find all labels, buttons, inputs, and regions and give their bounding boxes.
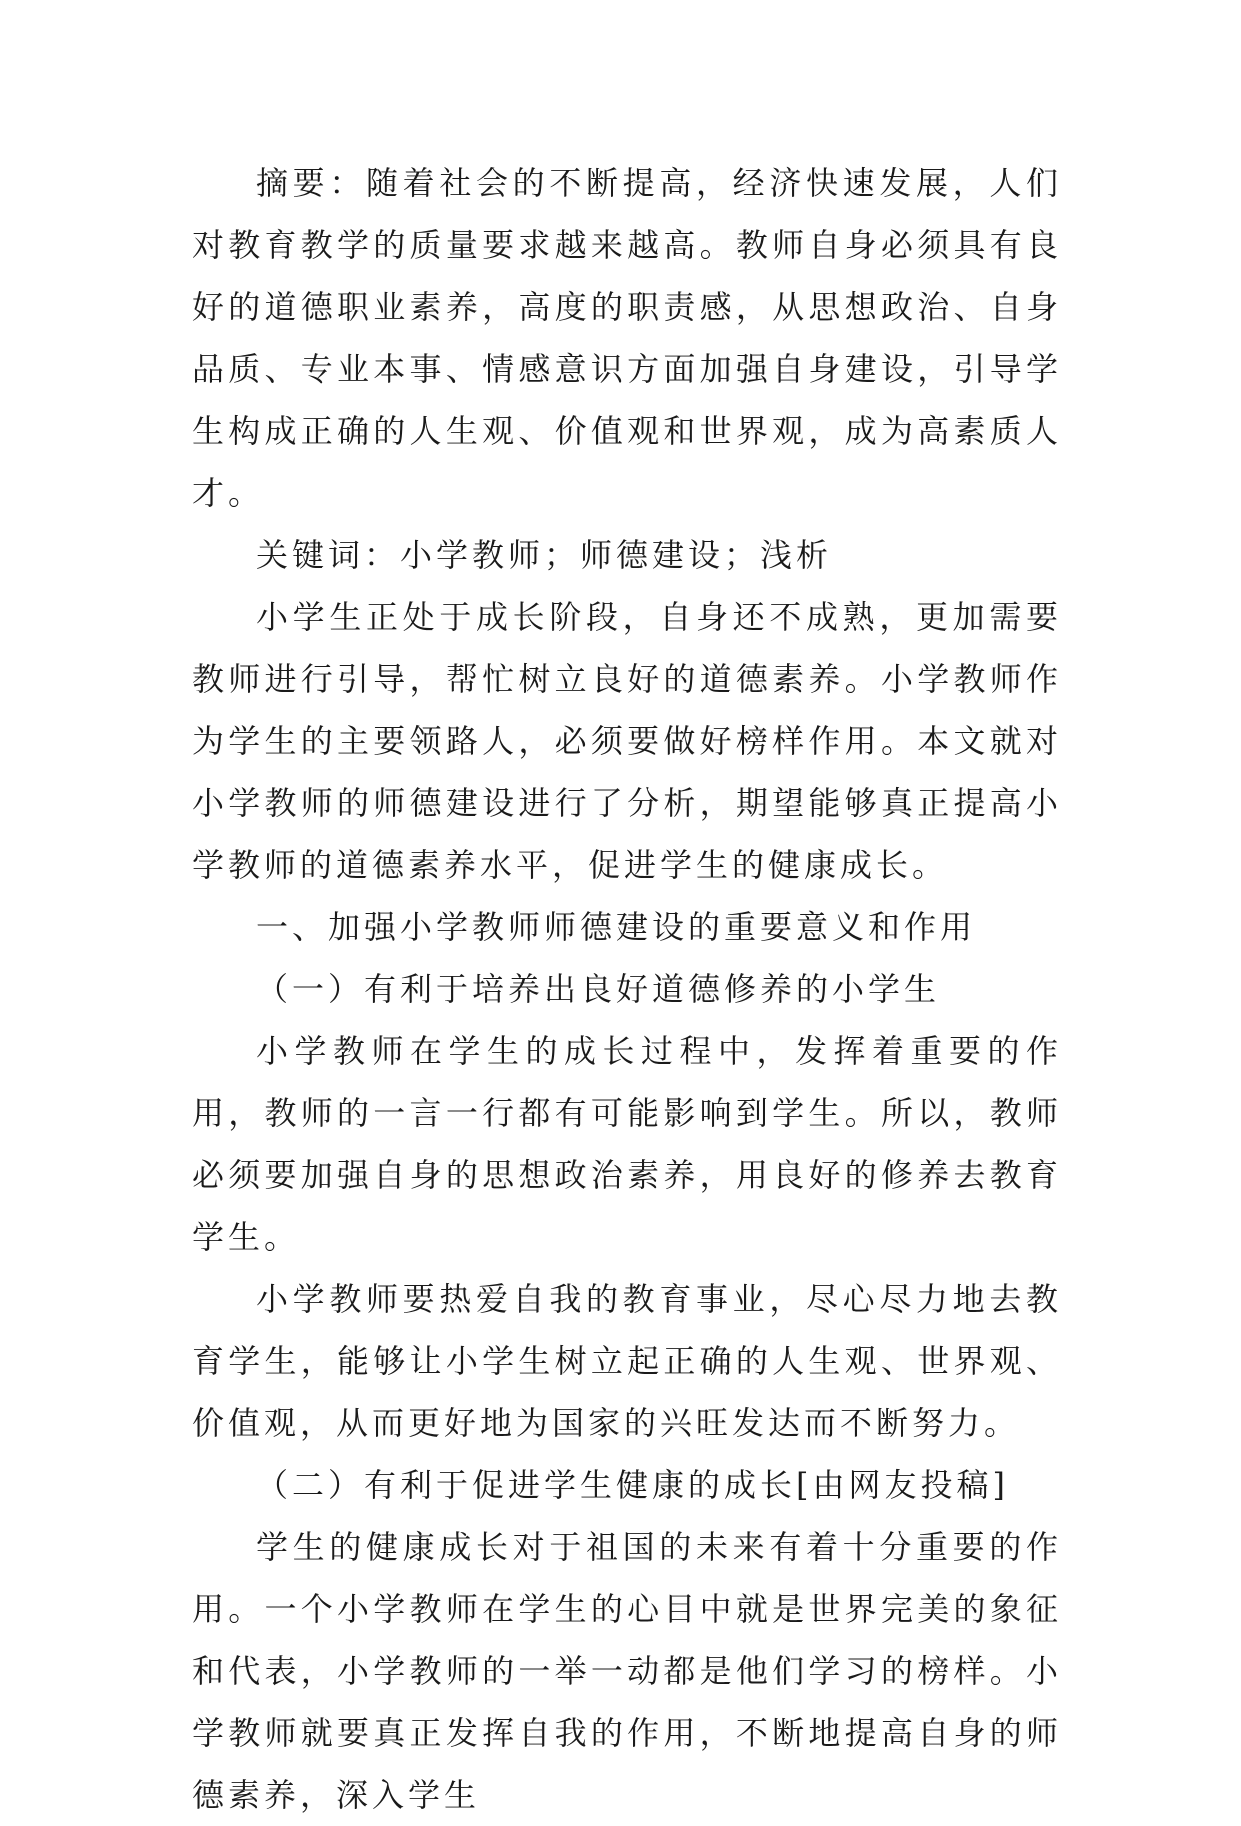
- subsection-heading: （二）有利于促进学生健康的成长[由网友投稿]: [256, 1466, 1009, 1504]
- section-heading: 一、加强小学教师师德建设的重要意义和作用: [256, 908, 977, 946]
- subsection-heading: （一）有利于培养出良好道德修养的小学生: [256, 970, 941, 1008]
- abstract-paragraph: 摘要：随着社会的不断提高，经济快速发展，人们对教育教学的质量要求越来越高。教师自身必须具有良好的道德职业素养，高度的职责感，从思想政治、自身品质、专业本事、情感意识方面加强自身建设，引导学生构成正确的人生观、价值观和世界观，成为高素质人才。: [192, 164, 1062, 512]
- body-paragraph: 学生的健康成长对于祖国的未来有着十分重要的作用。一个小学教师在学生的心目中就是世界完美的象征和代表，小学教师的一举一动都是他们学习的榜样。小学教师就要真正发挥自我的作用，不断地提高自身的师德素养，深入学生: [192, 1528, 1062, 1814]
- body-paragraph: 小学教师要热爱自我的教育事业，尽心尽力地去教育学生，能够让小学生树立起正确的人生观、世界观、价值观，从而更好地为国家的兴旺发达而不断努力。: [192, 1280, 1062, 1442]
- body-paragraph: 小学教师在学生的成长过程中，发挥着重要的作用，教师的一言一行都有可能影响到学生。所以，教师必须要加强自身的思想政治素养，用良好的修养去教育学生。: [192, 1032, 1062, 1256]
- intro-paragraph: 小学生正处于成长阶段，自身还不成熟，更加需要教师进行引导，帮忙树立良好的道德素养。小学教师作为学生的主要领路人，必须要做好榜样作用。本文就对小学教师的师德建设进行了分析，期望能够真正提高小学教师的道德素养水平，促进学生的健康成长。: [192, 598, 1062, 884]
- document-body: [192, 152, 1062, 1826]
- keywords-line: 关键词：小学教师；师德建设；浅析: [256, 536, 833, 574]
